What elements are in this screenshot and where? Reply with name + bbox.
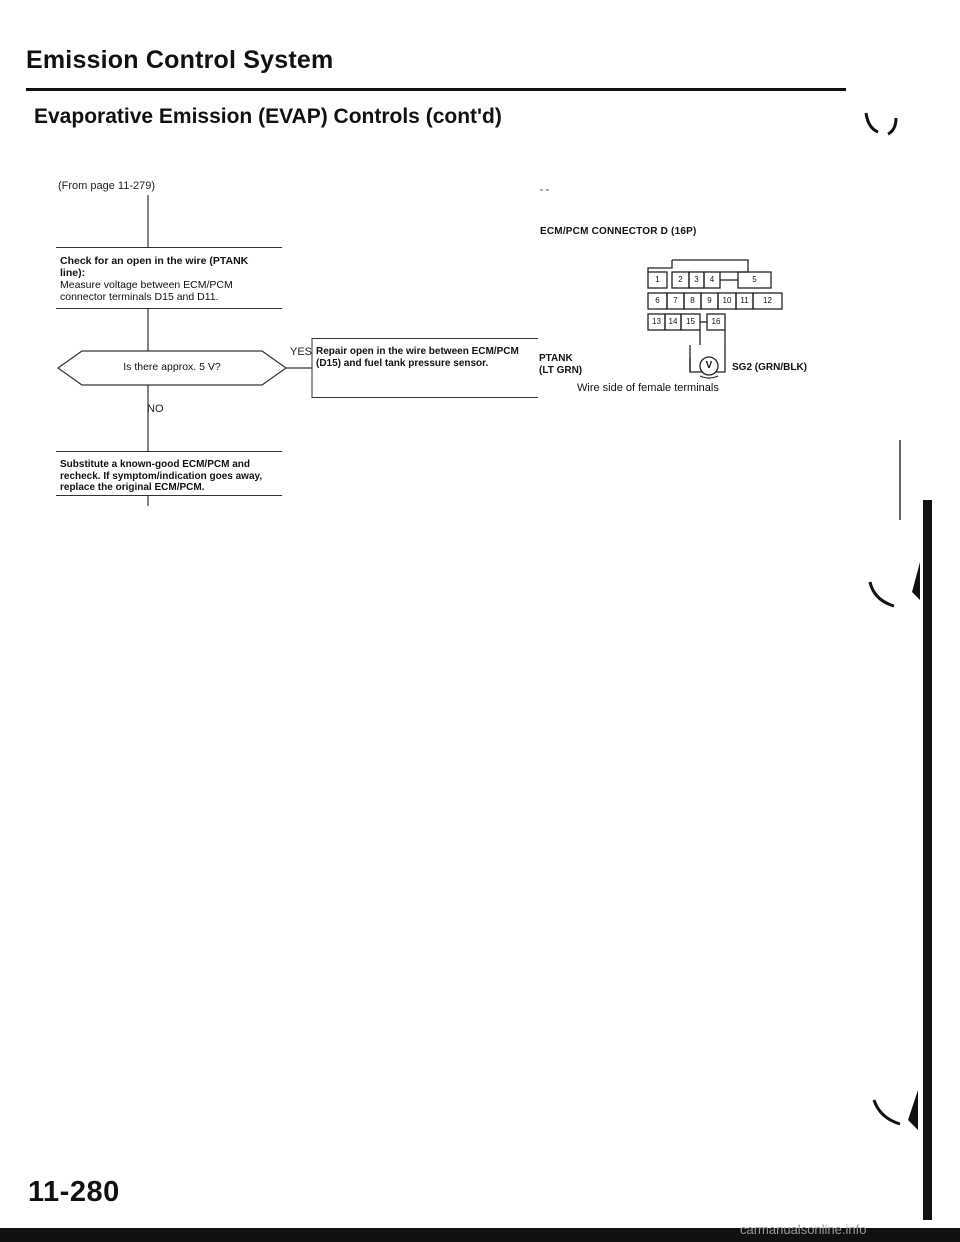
pin-label: 2 [678, 275, 683, 284]
pin-label: 5 [752, 275, 757, 284]
bracket-mark [888, 118, 896, 134]
sg2-label: SG2 (GRN/BLK) [732, 362, 807, 373]
decision-question: Is there approx. 5 V? [123, 361, 221, 373]
binding-bar [923, 500, 932, 1220]
yes-label: YES [290, 346, 313, 358]
pin-label: 8 [690, 296, 695, 305]
substitute-box-text: Substitute a known-good ECM/PCM and recheck. If symptom/indication goes away, replace the original ECM/PCM. [60, 459, 263, 493]
pin-label: 15 [686, 317, 695, 326]
section-title: Evaporative Emission (EVAP) Controls (cont'd) [34, 105, 502, 128]
pin-label: 1 [655, 275, 660, 284]
ptank-line2: (LT GRN) [539, 365, 583, 376]
meter-v-label: V [705, 360, 713, 371]
bracket-mark [866, 113, 878, 132]
page-title: Emission Control System [26, 46, 334, 74]
connector-caption: Wire side of female terminals [577, 382, 719, 394]
pin-label: 13 [652, 317, 661, 326]
pin-label: 16 [711, 317, 721, 326]
no-label: NO [147, 403, 164, 415]
pin-label: 10 [722, 296, 732, 305]
watermark: carmanualsonline.info [740, 1222, 867, 1237]
pin-label: 4 [709, 275, 715, 284]
page-number: 11-280 [28, 1176, 120, 1208]
ptank-line1: PTANK [539, 353, 573, 364]
connector-title: ECM/PCM CONNECTOR D (16P) [540, 226, 697, 237]
pin-label: 14 [668, 317, 678, 326]
bracket-mark [870, 582, 894, 606]
check-box-body: Measure voltage between ECM/PCM connector terminals D15 and D11. [60, 279, 233, 303]
from-page-note: (From page 11-279) [58, 180, 156, 192]
pin-label: 12 [763, 296, 772, 305]
pin-label: 7 [673, 296, 678, 305]
repair-box-text: Repair open in the wire between ECM/PCM (D15) and fuel tank pressure sensor. [316, 346, 519, 369]
pin-label: 9 [707, 296, 712, 305]
pin-label: 3 [694, 275, 699, 284]
pin-label: 6 [655, 296, 660, 305]
check-box-lead: Check for an open in the wire (PTANK line): [60, 255, 249, 279]
pin-label: 11 [740, 296, 749, 305]
bracket-mark [874, 1100, 900, 1124]
